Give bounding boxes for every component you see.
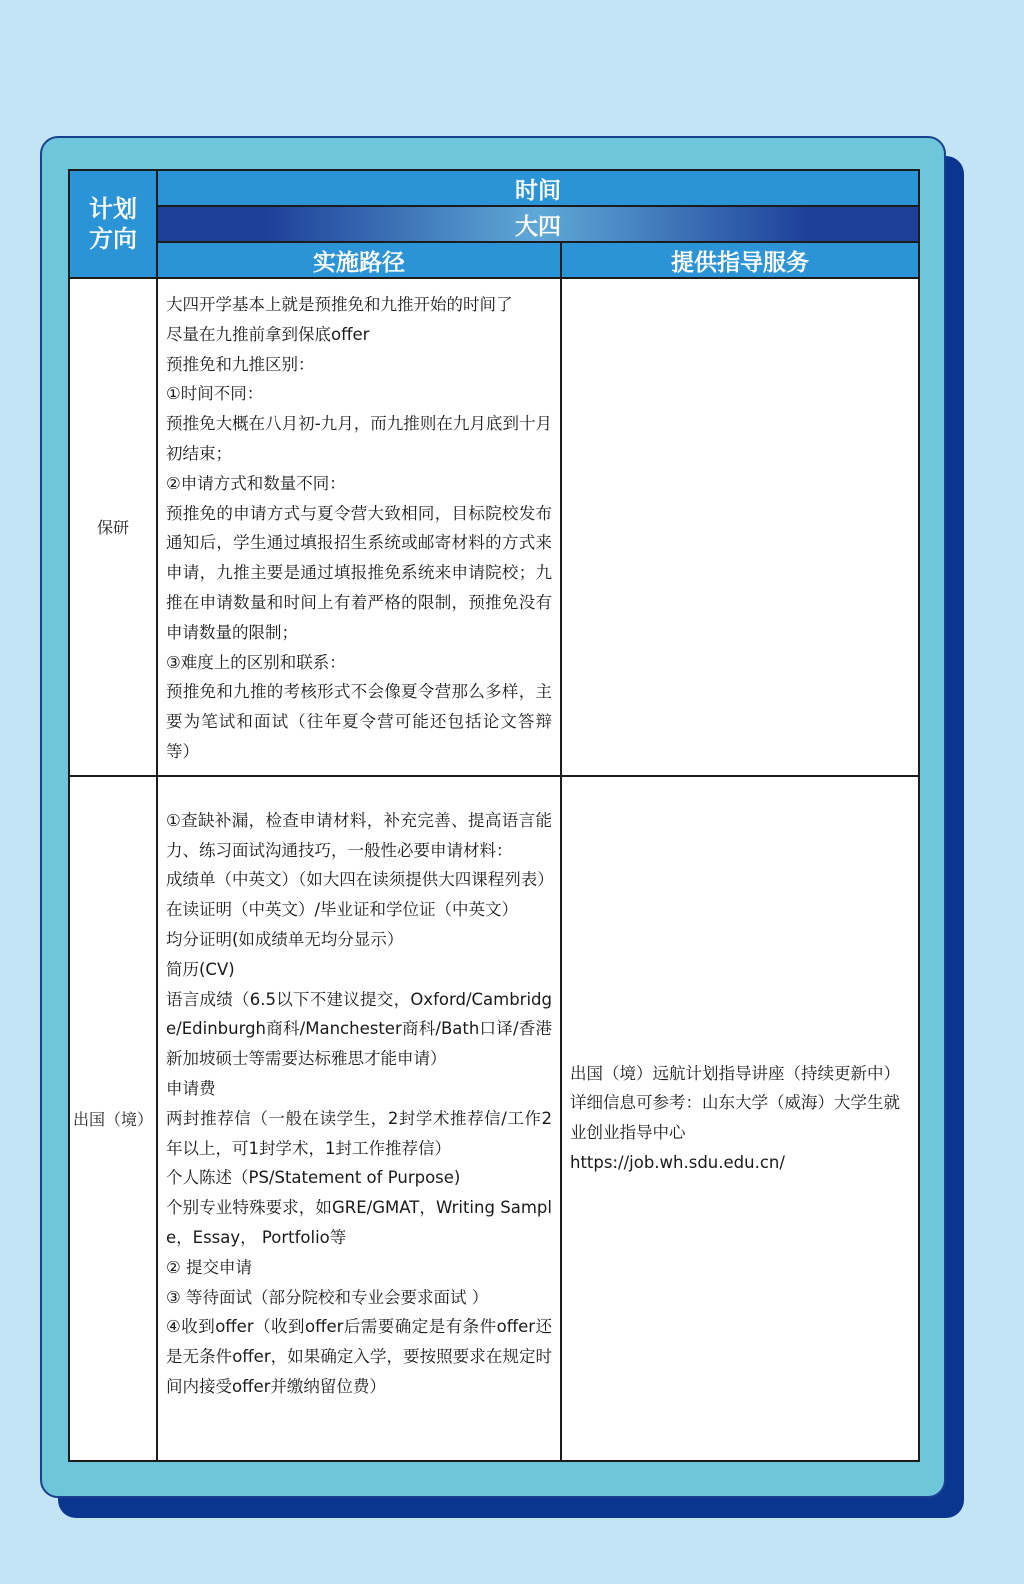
path-line: 成绩单（中英文）（如大四在读须提供大四课程列表） <box>166 870 554 890</box>
path-line: 预推免和九推区别： <box>166 354 315 374</box>
row-path-content <box>157 278 561 776</box>
path-line: ③ 等待面试（部分院校和专业会要求面试 ） <box>166 1287 489 1307</box>
path-line: 在读证明（中英文）/毕业证和学位证（中英文） <box>166 900 519 920</box>
service-line: 出国（境）远航计划指导讲座（持续更新中） <box>570 1063 900 1083</box>
path-line: 个人陈述（PS/Statement of Purpose) <box>166 1168 461 1188</box>
path-line: ①时间不同： <box>166 384 264 404</box>
path-line: ② 提交申请 <box>166 1257 253 1277</box>
path-line: 简历(CV) <box>166 959 235 979</box>
path-line: 大四开学基本上就是预推免和九推开始的时间了 <box>166 295 513 314</box>
header-plan-direction <box>69 170 157 278</box>
path-line: ③难度上的区别和联系： <box>166 652 346 672</box>
row-service-content <box>561 776 919 1461</box>
header-path: 实施路径 <box>157 242 561 278</box>
header-time: 时间 <box>157 170 919 206</box>
path-line: 尽量在九推前拿到保底offer <box>166 324 370 344</box>
row-category: 保研 <box>69 278 157 776</box>
row-service-content <box>561 278 919 776</box>
service-link[interactable]: https://job.wh.sdu.edu.cn/ <box>570 1153 785 1173</box>
path-line: 个别专业特殊要求，如GRE/GMAT，Writing Sample，Essay， Portfolio等 <box>166 1198 552 1247</box>
path-line: 预推免大概在八月初-九月，而九推则在九月底到十月初结束； <box>166 414 552 463</box>
path-line: 预推免和九推的考核形式不会像夏令营那么多样，主要为笔试和面试（往年夏令营可能还包括论文答辩等） <box>166 682 552 761</box>
path-line: 均分证明(如成绩单无均分显示） <box>166 929 404 949</box>
path-line: 两封推荐信（一般在读学生，2封学术推荐信/工作2年以上，可1封学术，1封工作推荐信） <box>166 1108 552 1158</box>
plan-table <box>68 169 920 1462</box>
row-category: 出国（境） <box>69 776 157 1461</box>
row-path-content <box>157 776 561 1461</box>
table-row-baoyan <box>69 278 919 776</box>
path-line: ①查缺补漏，检查申请材料，补充完善、提高语言能力、练习面试沟通技巧，一般性必要申请材料： <box>166 810 552 860</box>
path-line: 预推免的申请方式与夏令营大致相同，目标院校发布通知后，学生通过填报招生系统或邮寄材料的方式来申请，九推主要是通过填报推免系统来申请院校；九推在申请数量和时间上有着严格的限制，预推免没有申请数量的限制； <box>166 503 552 642</box>
path-line: 申请费 <box>166 1078 216 1098</box>
header-service: 提供指导服务 <box>561 242 919 278</box>
path-line: ②申请方式和数量不同： <box>166 473 346 493</box>
path-line: 语言成绩（6.5以下不建议提交，Oxford/Cambridge/Edinburgh商科/Manchester商科/Bath口译/香港新加坡硕士等需要达标雅思才能申请） <box>166 989 552 1069</box>
header-year: 大四 <box>157 206 919 242</box>
service-line: 详细信息可参考：山东大学（威海）大学生就业创业指导中心 <box>570 1093 900 1143</box>
table-row-abroad <box>69 776 919 1461</box>
path-line: ④收到offer（收到offer后需要确定是有条件offer还是无条件offer，如果确定入学，要按照要求在规定时间内接受offer并缴纳留位费） <box>166 1317 552 1396</box>
header-plan-direction-label: 计划方向 <box>89 195 137 253</box>
